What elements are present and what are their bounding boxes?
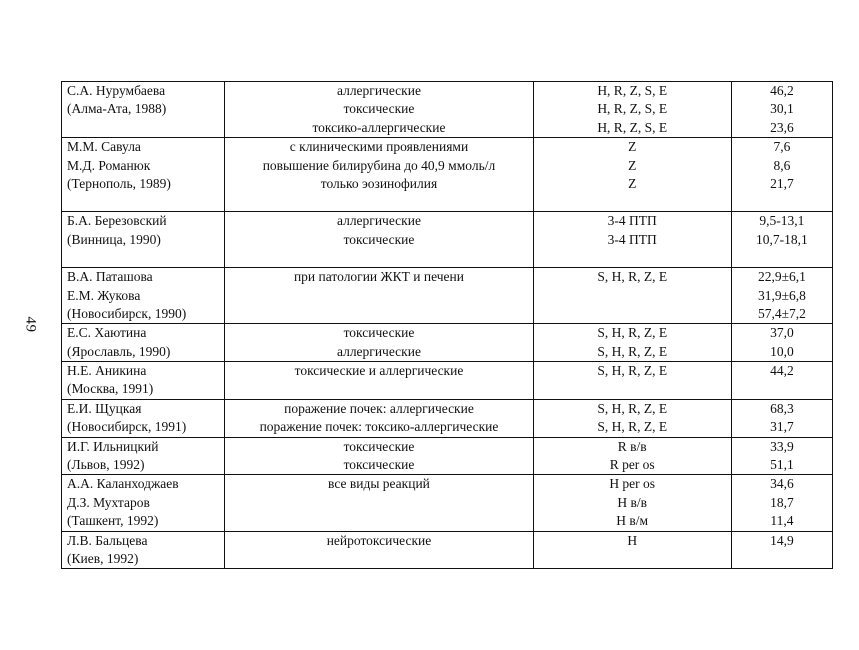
value-line: 51,1 — [770, 457, 794, 473]
author-line: (Киев, 1992) — [67, 550, 139, 566]
value-line: 31,9±6,8 — [757, 287, 806, 303]
value-cell — [731, 475, 832, 531]
reaction-line: аллергические — [336, 213, 421, 229]
drugs-line: R per os — [609, 457, 655, 473]
reaction-cell — [225, 324, 533, 362]
value-line: 33,9 — [770, 438, 794, 454]
table-row — [62, 82, 833, 138]
value-line: 10,7-18,1 — [756, 231, 808, 247]
author-cell — [62, 362, 225, 400]
value-line: 30,1 — [770, 101, 794, 117]
value-line: 34,6 — [770, 476, 794, 492]
table-body — [62, 82, 833, 569]
author-cell — [62, 82, 225, 138]
reaction-cell — [225, 399, 533, 437]
author-cell — [62, 138, 225, 212]
author-cell — [62, 531, 225, 569]
value-cell — [731, 362, 832, 400]
author-line: (Алма-Ата, 1988) — [67, 101, 167, 117]
author-line: (Новосибирск, 1991) — [67, 419, 187, 435]
author-cell — [62, 475, 225, 531]
drugs-line: S, H, R, Z, E — [597, 325, 668, 341]
author-cell — [62, 399, 225, 437]
reaction-cell — [225, 268, 533, 324]
reaction-cell — [225, 82, 533, 138]
value-line: 8,6 — [773, 157, 791, 173]
value-line: 44,2 — [770, 363, 794, 379]
value-line: 22,9±6,1 — [757, 269, 806, 285]
reaction-cell — [225, 362, 533, 400]
reaction-line: токсические — [343, 438, 415, 454]
value-line: 57,4±7,2 — [757, 305, 806, 321]
value-cell — [731, 212, 832, 268]
drugs-line: H — [627, 532, 638, 548]
reaction-line: поражение почек: токсико-аллергические — [259, 419, 499, 435]
drugs-cell — [533, 324, 731, 362]
value-line: 23,6 — [770, 119, 794, 135]
author-line: (Новосибирск, 1990) — [67, 305, 187, 321]
reaction-line: повышение билирубина до 40,9 ммоль/л — [262, 157, 496, 173]
drugs-cell — [533, 268, 731, 324]
drugs-line: Z — [628, 175, 637, 191]
drugs-cell — [533, 531, 731, 569]
drugs-line: Z — [628, 157, 637, 173]
value-line: 9,5-13,1 — [759, 213, 805, 229]
reaction-cell — [225, 475, 533, 531]
author-line: (Ярославль, 1990) — [67, 343, 171, 359]
value-cell — [731, 324, 832, 362]
author-line: М.Д. Романюк — [67, 157, 151, 173]
drugs-cell — [533, 138, 731, 212]
table-row — [62, 138, 833, 212]
reaction-line: с клиническими проявлениями — [289, 139, 469, 155]
drugs-cell — [533, 399, 731, 437]
value-line: 10,0 — [770, 343, 794, 359]
author-cell — [62, 324, 225, 362]
study-table — [61, 81, 833, 569]
author-line: М.М. Савула — [67, 139, 141, 155]
value-line: 37,0 — [770, 325, 794, 341]
drugs-line: H в/м — [616, 513, 649, 529]
author-line: (Тернополь, 1989) — [67, 175, 171, 191]
drugs-line: H, R, Z, S, E — [597, 83, 668, 98]
value-cell — [731, 82, 832, 138]
value-cell — [731, 399, 832, 437]
reaction-line: при патологии ЖКТ и печени — [293, 269, 464, 285]
table-row — [62, 362, 833, 400]
reaction-line: только эозинофилия — [320, 175, 438, 191]
author-line: (Москва, 1991) — [67, 381, 154, 397]
reaction-line: токсические — [343, 231, 415, 247]
drugs-line: Z — [628, 139, 637, 155]
author-line: Е.С. Хаютина — [67, 325, 147, 341]
drugs-line: R в/в — [617, 438, 647, 454]
drugs-cell — [533, 437, 731, 475]
author-line: Н.Е. Аникина — [67, 363, 147, 379]
value-line: 11,4 — [770, 513, 794, 529]
author-line: Е.И. Щуцкая — [67, 400, 142, 416]
table-row — [62, 531, 833, 569]
drugs-line: S, H, R, Z, E — [597, 343, 668, 359]
value-line: 31,7 — [770, 419, 794, 435]
author-line: (Винница, 1990) — [67, 231, 161, 247]
drugs-line: S, H, R, Z, E — [597, 400, 668, 416]
reaction-line: токсические — [343, 325, 415, 341]
author-line: Л.В. Бальцева — [67, 532, 148, 548]
drugs-cell — [533, 82, 731, 138]
reaction-line: токсические — [343, 457, 415, 473]
drugs-line: 3-4 ПТП — [607, 213, 657, 229]
value-line: 14,9 — [770, 532, 794, 548]
reaction-cell — [225, 212, 533, 268]
drugs-line: H, R, Z, S, E — [597, 119, 668, 135]
reaction-cell — [225, 437, 533, 475]
drugs-cell — [533, 475, 731, 531]
drugs-line: S, H, R, Z, E — [597, 269, 668, 285]
reaction-line: все виды реакций — [328, 476, 430, 492]
value-line: 7,6 — [773, 139, 791, 155]
reaction-line: аллергические — [336, 83, 421, 98]
value-line: 46,2 — [770, 83, 794, 98]
author-cell — [62, 212, 225, 268]
table-row — [62, 399, 833, 437]
author-line: Е.М. Жукова — [67, 287, 141, 303]
author-line: Б.А. Березовский — [67, 213, 167, 229]
drugs-line: H per os — [609, 476, 656, 492]
reaction-cell — [225, 531, 533, 569]
author-line: Д.З. Мухтаров — [67, 494, 150, 510]
table-row — [62, 268, 833, 324]
table-row — [62, 324, 833, 362]
drugs-line: 3-4 ПТП — [607, 231, 657, 247]
value-cell — [731, 138, 832, 212]
reaction-line: аллергические — [336, 343, 421, 359]
drugs-line: H в/в — [617, 494, 647, 510]
reaction-line: токсические — [343, 101, 415, 117]
author-cell — [62, 268, 225, 324]
value-line: 21,7 — [770, 175, 794, 191]
drugs-line: S, H, R, Z, E — [597, 363, 668, 379]
reaction-cell — [225, 138, 533, 212]
value-cell — [731, 437, 832, 475]
table-row — [62, 475, 833, 531]
reaction-line: поражение почек: аллергические — [284, 400, 474, 416]
drugs-cell — [533, 362, 731, 400]
table-row — [62, 437, 833, 475]
author-line: В.А. Паташова — [67, 269, 153, 285]
author-line: (Ташкент, 1992) — [67, 513, 159, 529]
author-line: И.Г. Ильницкий — [67, 438, 159, 454]
table-row — [62, 212, 833, 268]
drugs-line: S, H, R, Z, E — [597, 419, 668, 435]
value-line: 18,7 — [770, 494, 794, 510]
author-line: С.А. Нурумбаева — [67, 83, 166, 98]
author-cell — [62, 437, 225, 475]
reaction-line: токсические и аллергические — [294, 363, 464, 379]
value-cell — [731, 268, 832, 324]
author-line: (Львов, 1992) — [67, 457, 145, 473]
page-number: 49 — [22, 316, 39, 333]
value-cell — [731, 531, 832, 569]
reaction-line: нейротоксические — [326, 532, 432, 548]
drugs-line: H, R, Z, S, E — [597, 101, 668, 117]
drugs-cell — [533, 212, 731, 268]
reaction-line: токсико-аллергические — [312, 119, 446, 135]
value-line: 68,3 — [770, 400, 794, 416]
author-line: А.А. Каланходжаев — [67, 476, 179, 492]
